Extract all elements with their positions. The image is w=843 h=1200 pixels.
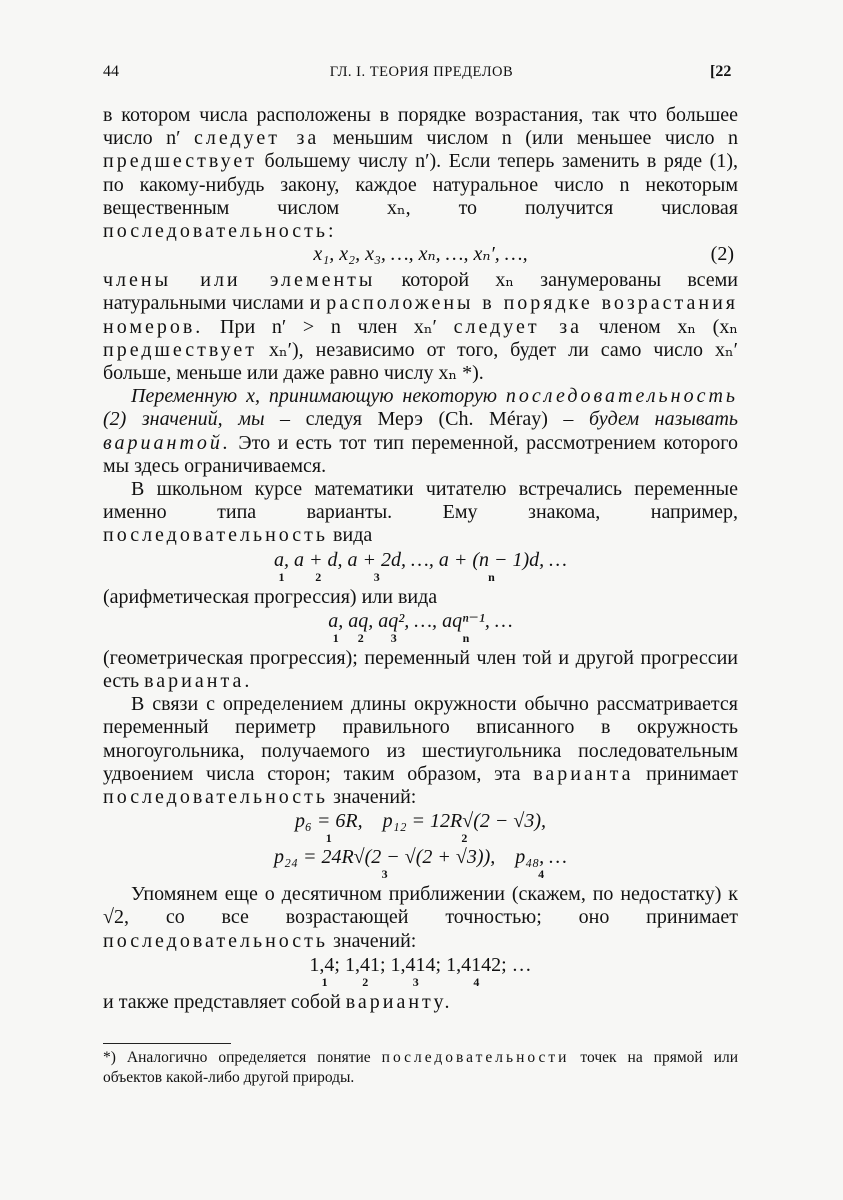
footnote: *) Аналогично определяется понятие последовательности точек на прямой или объектов какой-либо другой природы. <box>103 1049 738 1086</box>
equation-2: x₁, x₂, x₃, …, xₙ, …, xₙ′, …, (2) <box>313 243 734 266</box>
paragraph-8: Упомянем еще о десятичном приближении (скажем, по недостатку) к √2, со все возрастающей точностью; оно принимает последовательность значений: <box>103 883 738 952</box>
paragraph-3: Переменную x, принимающую некоторую последовательность (2) значений, мы – следуя Мерэ (Ch. Méray) – будем называть вариантой. Это и есть тот тип переменной, рассмотрением которого мы здесь ограничиваемся. <box>103 385 738 477</box>
paragraph-2: члены или элементы которой xₙ занумерованы всеми натуральными числами и расположены в порядке возрастания номеров. При n′ > n член xₙ′ следует за членом xₙ (xₙ предшествует xₙ′), независимо от того, будет ли само число xₙ′ больше, меньше или даже равно числу xₙ *). <box>103 269 738 385</box>
geometric-progression: a, 1 aq, 2 aq², 3 …, aqⁿ⁻¹, n … <box>328 609 513 645</box>
paragraph-7: В связи с определением длины окружности обычно рассматривается переменный периметр правильного вписанного в окружность многоугольника, получаемого из шестиугольника последовательным удвоением числа сторон; таким образом, эта варианта принимает последовательность значений: <box>103 693 739 809</box>
page-body <box>103 104 738 1014</box>
decimal-approximations: 1,4; 1 1,41; 2 1,414; 3 1,4142; 4 … <box>309 953 532 989</box>
perimeter-line-2: p₂₄ = 24R√(2 − √(2 + √3)), 3 p₄₈, … 4 <box>274 846 567 882</box>
paragraph-9: и также представляет собой варианту. <box>103 990 453 1013</box>
section-number: [22 <box>710 63 732 80</box>
equation-number: (2) <box>710 243 734 266</box>
footnote-rule <box>103 1043 231 1044</box>
paragraph-4: В школьном курсе математики читателю встречались переменные именно типа варианты. Ему знакома, например, последовательность вида <box>103 478 738 547</box>
paragraph-6: (геометрическая прогрессия); переменный член той и другой прогрессии есть варианта. <box>103 646 738 693</box>
perimeter-line-1: p₆ = 6R, 1 p₁₂ = 12R√(2 − √3), 2 <box>294 810 547 846</box>
paragraph-5: (арифметическая прогрессия) или вида <box>103 585 438 608</box>
arithmetic-progression: a, 1 a + d, 2 a + 2d, 3 …, a + (n − 1)d, n … <box>274 548 567 584</box>
paragraph-1: в котором числа расположены в порядке возрастания, так что большее число n′ следует за меньшим числом n (или меньшее число n предшествует большему числу n′). Если теперь заменить в ряде (1), по какому-нибудь закону, каждое натуральное число n некоторым вещественным числом xₙ, то получится числовая последовательность: <box>103 104 738 243</box>
page-number: 44 <box>103 63 119 80</box>
chapter-title: ГЛ. I. ТЕОРИЯ ПРЕДЕЛОВ <box>329 64 514 80</box>
